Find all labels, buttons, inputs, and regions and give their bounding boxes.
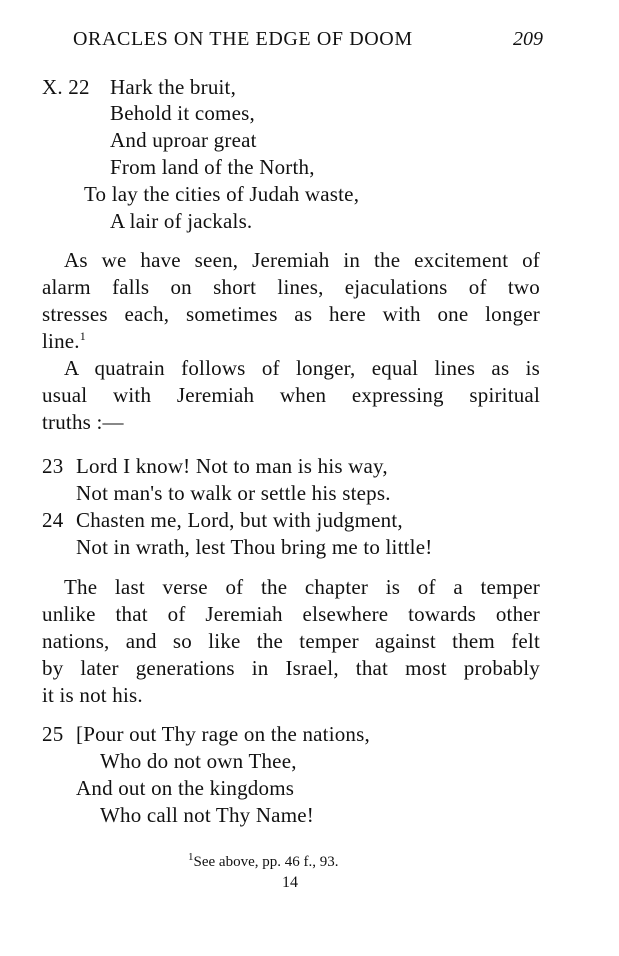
verse-line: Not in wrath, lest Thou bring me to little!: [76, 535, 433, 559]
verse-line: Hark the bruit,: [110, 75, 237, 99]
verse-line: [Pour out Thy rage on the nations,: [76, 722, 370, 746]
footnote-text: See above, pp. 46 f., 93.: [193, 854, 339, 870]
footnote: [188, 852, 338, 872]
verse-label: 23: [42, 454, 64, 478]
paragraph-line: it is not his.: [42, 683, 143, 707]
paragraph-line: truths :—: [42, 410, 124, 434]
verse-line: And uproar great: [110, 128, 257, 152]
paragraph-line-last: [42, 328, 86, 354]
verse-line: Chasten me, Lord, but with judgment,: [76, 508, 403, 532]
running-title: ORACLES ON THE EDGE OF DOOM: [73, 28, 413, 50]
verse-line: Who call not Thy Name!: [100, 803, 314, 827]
paragraph-line: by later generations in Israel, that most probably: [42, 656, 540, 680]
verse-line: And out on the kingdoms: [76, 776, 295, 800]
page-number: 209: [513, 28, 543, 50]
verse-line: Who do not own Thee,: [100, 749, 297, 773]
verse-line: Not man's to walk or settle his steps.: [76, 481, 391, 505]
paragraph-line: unlike that of Jeremiah elsewhere towards other: [42, 602, 540, 626]
footnote-reference: 1: [79, 329, 86, 343]
signature-mark: 14: [282, 874, 298, 891]
paragraph-line-text: line.: [42, 329, 80, 353]
paragraph-line: As we have seen, Jeremiah in the excitement of: [64, 248, 540, 272]
verse-line: Behold it comes,: [110, 101, 255, 125]
verse-label: 25: [42, 722, 64, 746]
verse-label: X. 22: [42, 75, 90, 99]
paragraph-line: A quatrain follows of longer, equal lines as is: [64, 356, 540, 380]
paragraph-line: alarm falls on short lines, ejaculations of two: [42, 275, 540, 299]
paragraph-line: The last verse of the chapter is of a temper: [64, 575, 540, 599]
verse-line: Lord I know! Not to man is his way,: [76, 454, 388, 478]
footnote-marker: 1: [188, 851, 194, 863]
paragraph-line: stresses each, sometimes as here with one longer: [42, 302, 540, 326]
verse-line: A lair of jackals.: [110, 209, 253, 233]
verse-line: To lay the cities of Judah waste,: [84, 182, 360, 206]
verse-line: From land of the North,: [110, 155, 315, 179]
paragraph-line: usual with Jeremiah when expressing spiritual: [42, 383, 540, 407]
verse-label: 24: [42, 508, 64, 532]
running-header: [73, 28, 543, 58]
paragraph-line: nations, and so like the temper against them felt: [42, 629, 540, 653]
